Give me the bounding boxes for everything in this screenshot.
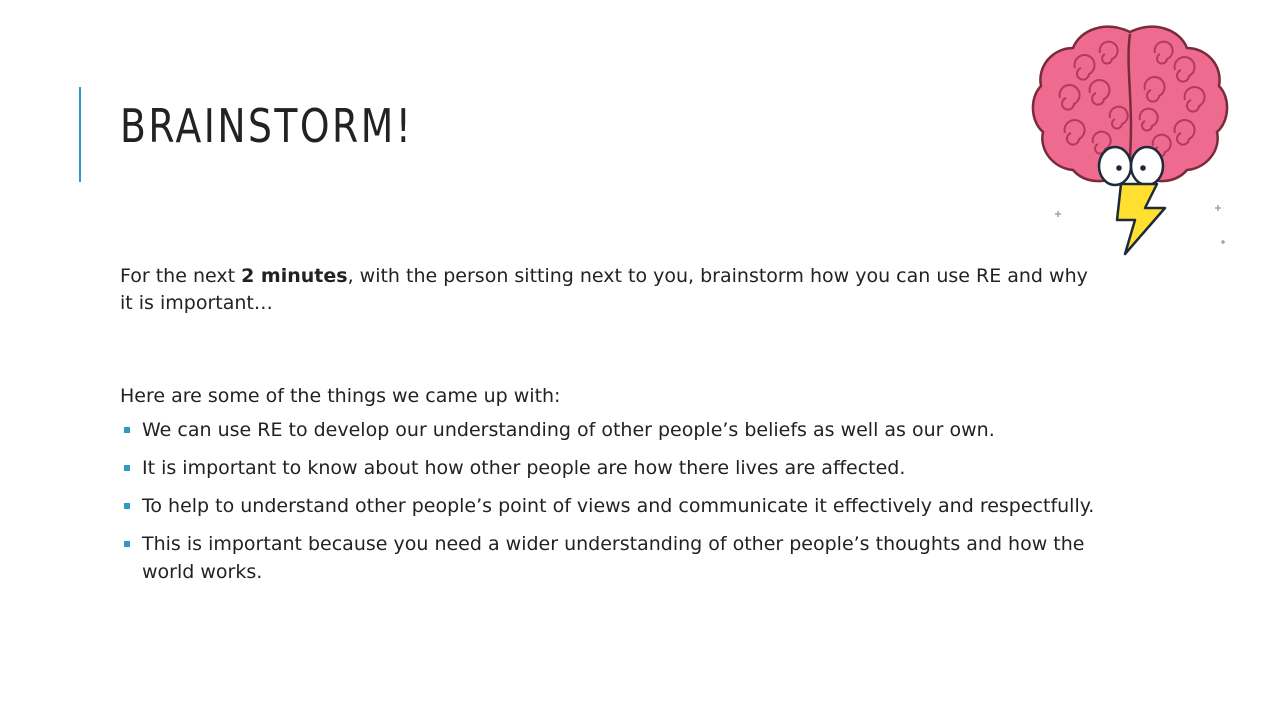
list-lead-text: Here are some of the things we came up with: — [120, 385, 561, 407]
bullet-text: It is important to know about how other people are how there lives are affected. — [142, 457, 906, 479]
bullet-marker-icon — [124, 503, 130, 509]
intro-emphasis: 2 minutes — [241, 265, 348, 287]
bullet-item — [120, 530, 1110, 586]
bullet-text: We can use RE to develop our understanding of other people’s beliefs as well as our own. — [142, 419, 995, 441]
bullet-item — [120, 454, 1110, 482]
bullet-item — [120, 416, 1110, 444]
bullet-marker-icon — [124, 541, 130, 547]
intro-paragraph — [120, 263, 1100, 317]
title-accent-bar — [79, 87, 81, 182]
slide-title: BRAINSTORM! — [120, 99, 414, 153]
intro-text-after: , with the person sitting next to you, brainstorm how you can use RE and why it is important… — [120, 265, 1088, 314]
bullet-marker-icon — [124, 427, 130, 433]
intro-text-before: For the next — [120, 265, 242, 287]
bullet-list — [120, 416, 1110, 596]
bullet-marker-icon — [124, 465, 130, 471]
bullet-text: To help to understand other people’s point of views and communicate it effectively and respectfully. — [142, 495, 1095, 517]
bullet-text: This is important because you need a wider understanding of other people’s thoughts and how the world works. — [142, 533, 1085, 583]
brain-with-lightning-icon — [1025, 18, 1235, 258]
bullet-item — [120, 492, 1110, 520]
